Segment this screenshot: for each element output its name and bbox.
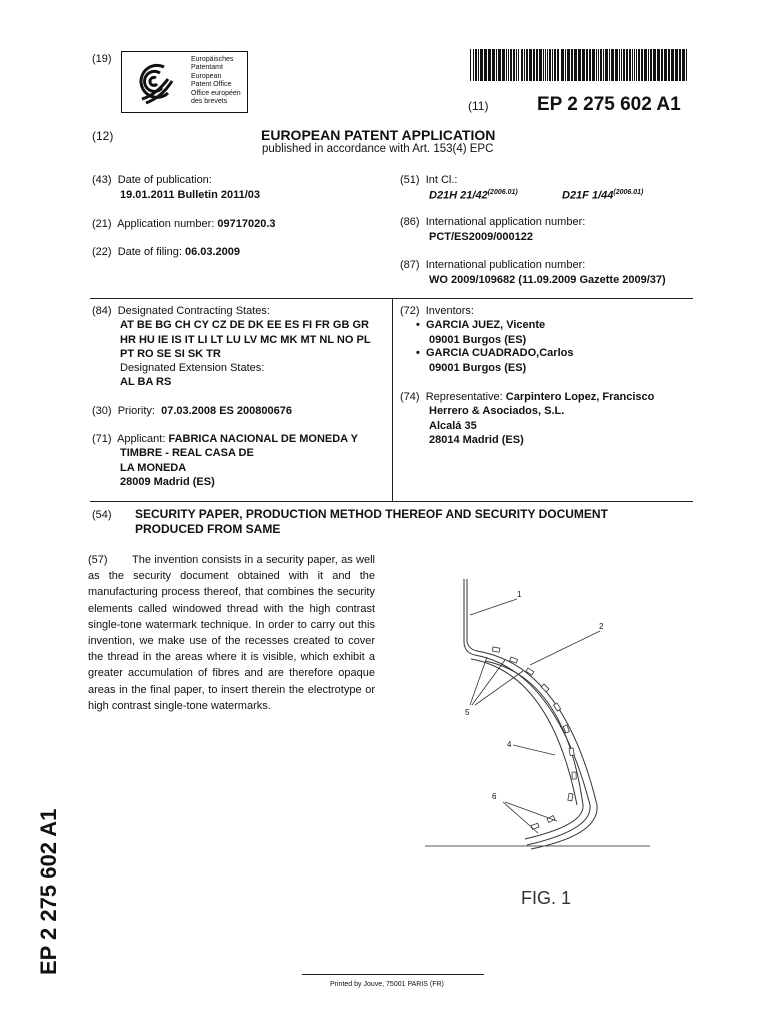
field-74: (74) Representative: Carpintero Lopez, Francisco bbox=[400, 391, 655, 403]
barcode-bar bbox=[671, 49, 674, 81]
barcode-bar bbox=[661, 49, 663, 81]
barcode-bar bbox=[600, 49, 602, 81]
barcode-bar bbox=[571, 49, 573, 81]
field-22: (22) Date of filing: 06.03.2009 bbox=[92, 246, 241, 258]
barcode-bar bbox=[526, 49, 528, 81]
barcode-bar bbox=[484, 49, 487, 81]
barcode-bar bbox=[626, 49, 628, 81]
code-57: (57) bbox=[88, 554, 108, 566]
field-87: (87) International publication number: bbox=[400, 259, 586, 271]
barcode-bar bbox=[592, 49, 595, 81]
barcode-bar bbox=[536, 49, 538, 81]
document-subtitle: published in accordance with Art. 153(4) EPC bbox=[262, 143, 494, 155]
barcode-bar bbox=[641, 49, 643, 81]
barcode-bar bbox=[578, 49, 581, 81]
barcode-bar bbox=[506, 49, 507, 81]
field-30: (30) Priority: 07.03.2008 ES 200800676 bbox=[92, 405, 292, 417]
barcode-bar bbox=[552, 49, 553, 81]
barcode-bar bbox=[549, 49, 551, 81]
barcode-bar bbox=[508, 49, 509, 81]
barcode-bar bbox=[521, 49, 523, 81]
field-71: (71) Applicant: FABRICA NACIONAL DE MONEDA Y bbox=[92, 433, 358, 445]
abstract-text: The invention consists in a security paper, as well as the security document obtained with it and the manufacturing process thereof, that combines the security elements called windowed thread with the high contrast single-tone watermark technique. In order to carry out this invention, we make use of the recesses created to cover the thread in the areas where it is visible, which exhibit a greater accumulation of fibres and are therefore opaque areas in the final paper, to insert therein the electrotype or high contrast single-tone watermarks. bbox=[88, 554, 375, 712]
figure-label-1: 1 bbox=[517, 590, 522, 599]
barcode-bar bbox=[605, 49, 608, 81]
field-86: (86) International application number: bbox=[400, 216, 586, 228]
publication-number: EP 2 275 602 A1 bbox=[537, 94, 681, 115]
barcode-bar bbox=[664, 49, 667, 81]
barcode-bar bbox=[492, 49, 495, 81]
barcode-bar bbox=[475, 49, 477, 81]
barcode-bar bbox=[539, 49, 542, 81]
int-class-1: D21H $21/42^{(2006.01)}$ bbox=[429, 189, 518, 202]
code-11: (11) bbox=[468, 99, 489, 113]
sidebar-publication-number: EP 2 275 602 A1 bbox=[36, 808, 61, 975]
barcode-bar bbox=[554, 49, 556, 81]
barcode-bar bbox=[480, 49, 483, 81]
field-51: (51) Int Cl.: bbox=[400, 174, 458, 186]
extension-states-label: Designated Extension States: bbox=[120, 362, 265, 374]
barcode-bar bbox=[679, 49, 681, 81]
representative-details: Herrero & Asociados, S.L. Alcalá 35 28014 Madrid (ES) bbox=[429, 405, 565, 446]
barcode-bar bbox=[598, 49, 599, 81]
figure-label-4: 4 bbox=[507, 740, 512, 749]
barcode-bar bbox=[675, 49, 678, 81]
field-72: (72) Inventors: bbox=[400, 305, 474, 317]
field-21: (21) Application number: 09717020.3 bbox=[92, 218, 276, 230]
barcode-bar bbox=[621, 49, 622, 81]
barcode-bar bbox=[498, 49, 501, 81]
footer-printer: Printed by Jouve, 75001 PARIS (FR) bbox=[330, 981, 444, 988]
footer-divider bbox=[302, 974, 484, 975]
divider-vertical bbox=[392, 298, 393, 501]
barcode-bar bbox=[529, 49, 532, 81]
barcode-bar bbox=[619, 49, 620, 81]
figure-label-2: 2 bbox=[599, 622, 604, 631]
designated-states: AT BE BG CH CY CZ DE DK EE ES FI FR GB GR HR HU IE IS IT LI LT LU LV MC MK MT NL NO PL PT RO SE SI SK TR bbox=[120, 319, 371, 360]
barcode-bar bbox=[629, 49, 631, 81]
barcode-bar bbox=[636, 49, 637, 81]
code-54: (54) bbox=[92, 509, 112, 521]
barcode-bar bbox=[513, 49, 515, 81]
barcode-bar bbox=[488, 49, 491, 81]
barcode-bar bbox=[657, 49, 660, 81]
abstract bbox=[88, 552, 375, 714]
figure-caption: FIG. 1 bbox=[521, 888, 572, 908]
barcode-bar bbox=[478, 49, 479, 81]
barcode-bar bbox=[516, 49, 517, 81]
barcode-bar bbox=[574, 49, 577, 81]
field-84: (84) Designated Contracting States: bbox=[92, 305, 270, 317]
barcode-bar bbox=[609, 49, 610, 81]
code-12: (12) bbox=[92, 129, 114, 143]
barcode-bar bbox=[589, 49, 591, 81]
figure-1 bbox=[415, 565, 690, 965]
intl-publication-number: WO 2009/109682 (11.09.2009 Gazette 2009/37) bbox=[429, 274, 666, 286]
barcode-bar bbox=[582, 49, 585, 81]
barcode-bar bbox=[611, 49, 614, 81]
invention-title: SECURITY PAPER, PRODUCTION METHOD THEREOF AND SECURITY DOCUMENT PRODUCED FROM SAME bbox=[135, 507, 608, 536]
barcode-bar bbox=[596, 49, 597, 81]
barcode-bar bbox=[682, 49, 685, 81]
barcode-bar bbox=[545, 49, 546, 81]
intl-application-number: PCT/ES2009/000122 bbox=[429, 231, 533, 243]
barcode-bar bbox=[644, 49, 647, 81]
figure-label-5: 5 bbox=[465, 708, 470, 717]
barcode-bar bbox=[473, 49, 474, 81]
inventor-1: • GARCIA JUEZ, Vicente 09001 Burgos (ES) bbox=[416, 319, 546, 346]
barcode-bar bbox=[496, 49, 497, 81]
code-19: (19) bbox=[92, 53, 112, 65]
barcode-bar bbox=[638, 49, 640, 81]
barcode-bar bbox=[533, 49, 535, 81]
figure-drawing bbox=[425, 579, 650, 849]
document-type: EUROPEAN PATENT APPLICATION bbox=[261, 127, 496, 143]
barcode-bar bbox=[561, 49, 564, 81]
barcode-bar bbox=[668, 49, 670, 81]
barcode-bar bbox=[547, 49, 548, 81]
epo-logo-icon bbox=[126, 53, 186, 111]
int-class-2: D21F $1/44^{(2006.01)}$ bbox=[562, 189, 644, 202]
barcode-bar bbox=[524, 49, 525, 81]
barcode-bar bbox=[586, 49, 588, 81]
inventor-2: • GARCIA CUADRADO,Carlos 09001 Burgos (ES) bbox=[416, 347, 574, 374]
barcode-bar bbox=[615, 49, 618, 81]
office-name: Europäisches Patentamt European Patent Office Office européen des brevets bbox=[191, 56, 241, 106]
barcode-bar bbox=[632, 49, 633, 81]
field-43: (43) Date of publication: bbox=[92, 174, 212, 186]
extension-states: AL BA RS bbox=[120, 376, 172, 388]
barcode-bar bbox=[634, 49, 635, 81]
barcode-bar bbox=[518, 49, 519, 81]
barcode-bar bbox=[648, 49, 649, 81]
publication-date: 19.01.2011 Bulletin 2011/03 bbox=[120, 189, 261, 201]
divider-bottom bbox=[90, 501, 693, 502]
barcode-bar bbox=[653, 49, 656, 81]
barcode-bar bbox=[565, 49, 566, 81]
applicant-details: TIMBRE - REAL CASA DE LA MONEDA 28009 Madrid (ES) bbox=[120, 447, 254, 488]
barcode-bar bbox=[502, 49, 505, 81]
barcode-bar bbox=[510, 49, 512, 81]
barcode-bar bbox=[650, 49, 652, 81]
barcode-bar bbox=[567, 49, 570, 81]
barcode-bar bbox=[623, 49, 625, 81]
barcode-bar bbox=[543, 49, 544, 81]
barcode-bar bbox=[470, 49, 471, 81]
figure-label-6: 6 bbox=[492, 792, 497, 801]
barcode-bar bbox=[686, 49, 687, 81]
barcode bbox=[470, 49, 690, 81]
barcode-bar bbox=[603, 49, 604, 81]
barcode-bar bbox=[557, 49, 559, 81]
